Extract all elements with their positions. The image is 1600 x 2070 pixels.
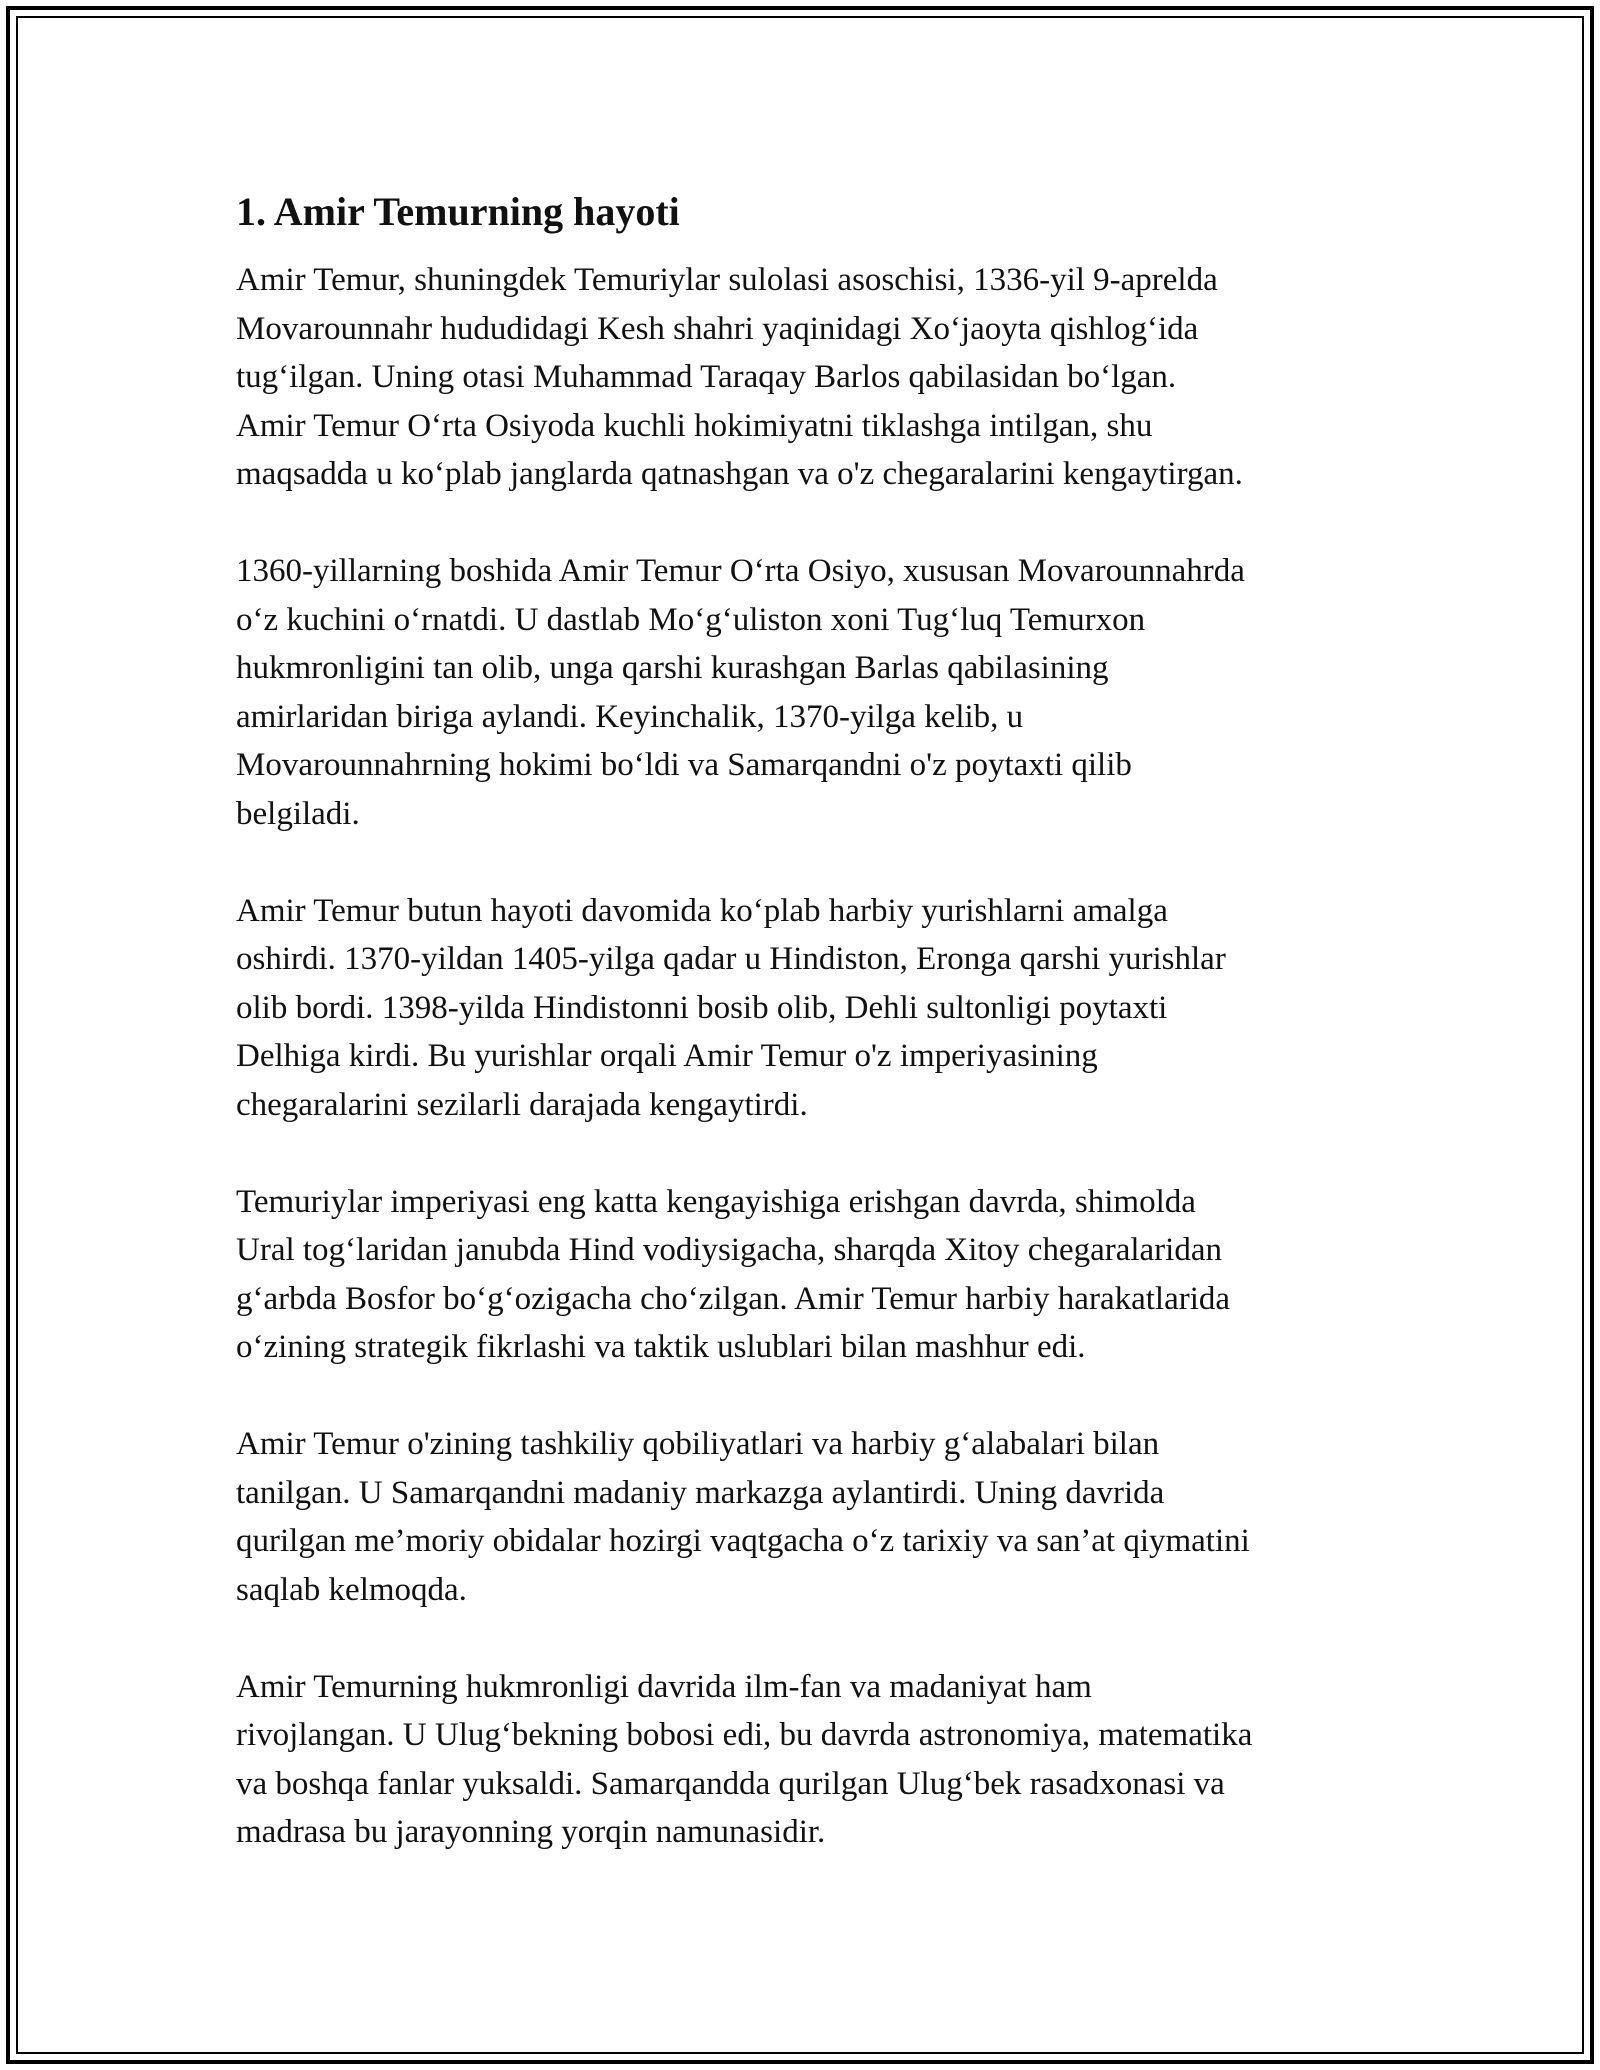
text-line: va boshqa fanlar yuksaldi. Samarqandda qurilgan Ulug‘bek rasadxonasi va	[236, 1765, 1225, 1802]
text-line: maqsadda u ko‘plab janglarda qatnashgan va o'z chegaralarini kengaytirgan.	[236, 456, 1243, 492]
text-line: 1360-yillarning boshida Amir Temur O‘rta Osiyo, xususan Movarounnahrda	[236, 553, 1245, 589]
text-line: Amir Temur, shuningdek Temuriylar sulolasi asoschisi, 1336-yil 9-aprelda	[236, 262, 1218, 298]
paragraph-5	[236, 1420, 1376, 1614]
text-line: Amir Temurning hukmronligi davrida ilm-fan va madaniyat ham	[236, 1668, 1092, 1705]
text-line: hukmronligini tan olib, unga qarshi kurashgan Barlas qabilasining	[236, 650, 1109, 686]
text-line: tug‘ilgan. Uning otasi Muhammad Taraqay Barlos qabilasidan bo‘lgan.	[236, 359, 1177, 395]
text-line: Amir Temur butun hayoti davomida ko‘plab harbiy yurishlarni amalga	[236, 892, 1168, 929]
text-line: tanilgan. U Samarqandni madaniy markazga aylantirdi. Uning davrida	[236, 1474, 1165, 1511]
text-line: oshirdi. 1370-yildan 1405-yilga qadar u Hindiston, Eronga qarshi yurishlar	[236, 941, 1226, 977]
paragraph-6	[236, 1663, 1376, 1857]
text-line: Movarounnahrning hokimi bo‘ldi va Samarqandni o'z poytaxti qilib	[236, 747, 1132, 783]
text-line: g‘arbda Bosfor bo‘g‘ozigacha cho‘zilgan. Amir Temur harbiy harakatlarida	[236, 1280, 1231, 1317]
text-line: Amir Temur O‘rta Osiyoda kuchli hokimiyatni tiklashga intilgan, shu	[236, 407, 1153, 444]
text-line: Delhiga kirdi. Bu yurishlar orqali Amir Temur o'z imperiyasining	[236, 1038, 1098, 1074]
text-line: o‘zining strategik fikrlashi va taktik uslublari bilan mashhur edi.	[236, 1329, 1086, 1365]
text-line: saqlab kelmoqda.	[236, 1571, 467, 1608]
text-line: rivojlangan. U Ulug‘bekning bobosi edi, bu davrda astronomiya, matematika	[236, 1717, 1253, 1753]
text-line: madrasa bu jarayonning yorqin namunasidir.	[236, 1814, 826, 1850]
paragraph-2	[236, 547, 1376, 838]
text-line: Temuriylar imperiyasi eng katta kengayishiga erishgan davrda, shimolda	[236, 1183, 1196, 1220]
paragraph-4	[236, 1178, 1376, 1372]
section-title: 1. Amir Temurning hayoti	[236, 189, 680, 234]
text-line: amirlaridan biriga aylandi. Keyinchalik, 1370-yilga kelib, u	[236, 698, 1024, 735]
paragraph-3	[236, 887, 1376, 1130]
text-line: Ural tog‘laridan janubda Hind vodiysigacha, sharqda Xitoy chegaralaridan	[236, 1232, 1222, 1268]
text-line: olib bordi. 1398-yilda Hindistonni bosib olib, Dehli sultonligi poytaxti	[236, 989, 1168, 1026]
text-line: o‘z kuchini o‘rnatdi. U dastlab Mo‘g‘uliston xoni Tug‘luq Temurxon	[236, 601, 1146, 638]
text-line: belgiladi.	[236, 795, 360, 832]
text-line: chegaralarini sezilarli darajada kengaytirdi.	[236, 1086, 808, 1123]
document-body	[236, 188, 1376, 1857]
text-line: Amir Temur o'zining tashkiliy qobiliyatlari va harbiy g‘alabalari bilan	[236, 1426, 1160, 1462]
text-line: qurilgan me’moriy obidalar hozirgi vaqtgacha o‘z tarixiy va san’at qiymatini	[236, 1523, 1250, 1559]
paragraph-1	[236, 256, 1376, 499]
text-line: Movarounnahr hududidagi Kesh shahri yaqinidagi Xo‘jaoyta qishlog‘ida	[236, 310, 1199, 347]
